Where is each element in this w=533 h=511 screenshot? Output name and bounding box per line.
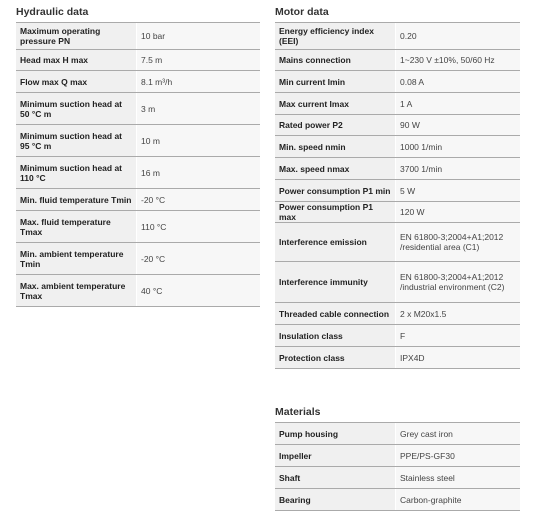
motor-row-value: EN 61800-3;2004+A1;2012 /industrial environment (C2) bbox=[396, 262, 520, 302]
hydraulic-row-value: 110 °C bbox=[137, 211, 260, 242]
hydraulic-row bbox=[16, 71, 260, 93]
hydraulic-row bbox=[16, 211, 260, 243]
hydraulic-title: Hydraulic data bbox=[16, 6, 89, 18]
motor-row-label: Threaded cable connection bbox=[275, 303, 396, 324]
hydraulic-row-label: Minimum suction head at 110 °C bbox=[16, 157, 137, 188]
motor-row-value: 0.20 bbox=[396, 23, 520, 49]
motor-row-label: Min current Imin bbox=[275, 71, 396, 92]
motor-row-value: 0.08 A bbox=[396, 71, 520, 92]
motor-row bbox=[275, 136, 520, 158]
motor-row-value: 5 W bbox=[396, 180, 520, 201]
hydraulic-row bbox=[16, 93, 260, 125]
motor-row-value: IPX4D bbox=[396, 347, 520, 368]
hydraulic-row-label: Max. ambient temperature Tmax bbox=[16, 275, 137, 306]
motor-row bbox=[275, 71, 520, 93]
motor-row-label: Energy efficiency index (EEI) bbox=[275, 23, 396, 49]
materials-table bbox=[275, 422, 520, 511]
hydraulic-row bbox=[16, 243, 260, 275]
materials-row-label: Pump housing bbox=[275, 423, 396, 444]
materials-row bbox=[275, 445, 520, 467]
hydraulic-row bbox=[16, 157, 260, 189]
hydraulic-row-value: 40 °C bbox=[137, 275, 260, 306]
hydraulic-row bbox=[16, 189, 260, 211]
motor-row-label: Min. speed nmin bbox=[275, 136, 396, 157]
motor-row-label: Rated power P2 bbox=[275, 115, 396, 135]
hydraulic-row bbox=[16, 50, 260, 71]
motor-row-value: 1000 1/min bbox=[396, 136, 520, 157]
hydraulic-row-label: Minimum suction head at 50 °C m bbox=[16, 93, 137, 124]
materials-row-value: Carbon-graphite bbox=[396, 489, 520, 510]
hydraulic-row bbox=[16, 275, 260, 307]
motor-row-label: Power consumption P1 min bbox=[275, 180, 396, 201]
materials-row bbox=[275, 467, 520, 489]
materials-row-label: Impeller bbox=[275, 445, 396, 466]
hydraulic-row-label: Flow max Q max bbox=[16, 71, 137, 92]
hydraulic-row-label: Min. fluid temperature Tmin bbox=[16, 189, 137, 210]
hydraulic-table bbox=[16, 22, 260, 307]
motor-row bbox=[275, 325, 520, 347]
hydraulic-section bbox=[16, 0, 260, 307]
hydraulic-row-value: 7.5 m bbox=[137, 50, 260, 70]
motor-row bbox=[275, 223, 520, 262]
hydraulic-row-value: -20 °C bbox=[137, 243, 260, 274]
motor-row-label: Mains connection bbox=[275, 50, 396, 70]
materials-row-value: PPE/PS-GF30 bbox=[396, 445, 520, 466]
hydraulic-row-value: 16 m bbox=[137, 157, 260, 188]
motor-row bbox=[275, 23, 520, 50]
materials-row-value: Grey cast iron bbox=[396, 423, 520, 444]
motor-row-value: 3700 1/min bbox=[396, 158, 520, 179]
hydraulic-row-value: 8.1 m³/h bbox=[137, 71, 260, 92]
hydraulic-row-label: Head max H max bbox=[16, 50, 137, 70]
motor-row-label: Max current Imax bbox=[275, 93, 396, 114]
motor-row-value: 2 x M20x1.5 bbox=[396, 303, 520, 324]
hydraulic-row bbox=[16, 23, 260, 50]
motor-row-label: Interference emission bbox=[275, 223, 396, 261]
motor-row-value: 90 W bbox=[396, 115, 520, 135]
motor-row-label: Protection class bbox=[275, 347, 396, 368]
motor-row-label: Insulation class bbox=[275, 325, 396, 346]
hydraulic-row-value: 10 bar bbox=[137, 23, 260, 49]
motor-row bbox=[275, 158, 520, 180]
hydraulic-row-label: Minimum suction head at 95 °C m bbox=[16, 125, 137, 156]
motor-row-value: EN 61800-3;2004+A1;2012 /residential area (C1) bbox=[396, 223, 520, 261]
motor-row bbox=[275, 202, 520, 223]
hydraulic-row-label: Maximum operating pressure PN bbox=[16, 23, 137, 49]
hydraulic-row-value: 10 m bbox=[137, 125, 260, 156]
motor-table bbox=[275, 22, 520, 369]
motor-row bbox=[275, 262, 520, 303]
motor-row bbox=[275, 347, 520, 369]
section-spacer bbox=[275, 369, 520, 400]
materials-title: Materials bbox=[275, 406, 321, 418]
motor-row bbox=[275, 50, 520, 71]
hydraulic-row-label: Max. fluid temperature Tmax bbox=[16, 211, 137, 242]
motor-row bbox=[275, 303, 520, 325]
materials-row bbox=[275, 423, 520, 445]
motor-row-value: F bbox=[396, 325, 520, 346]
motor-row bbox=[275, 115, 520, 136]
motor-row-value: 1 A bbox=[396, 93, 520, 114]
hydraulic-row-value: -20 °C bbox=[137, 189, 260, 210]
motor-row-label: Max. speed nmax bbox=[275, 158, 396, 179]
motor-row-label: Power consumption P1 max bbox=[275, 202, 396, 222]
motor-row-label: Interference immunity bbox=[275, 262, 396, 302]
hydraulic-row-label: Min. ambient temperature Tmin bbox=[16, 243, 137, 274]
hydraulic-row-value: 3 m bbox=[137, 93, 260, 124]
materials-row-value: Stainless steel bbox=[396, 467, 520, 488]
materials-row-label: Shaft bbox=[275, 467, 396, 488]
motor-title: Motor data bbox=[275, 6, 329, 18]
motor-row bbox=[275, 93, 520, 115]
motor-section bbox=[275, 0, 520, 511]
materials-row-label: Bearing bbox=[275, 489, 396, 510]
motor-row bbox=[275, 180, 520, 202]
hydraulic-row bbox=[16, 125, 260, 157]
motor-row-value: 1~230 V ±10%, 50/60 Hz bbox=[396, 50, 520, 70]
motor-row-value: 120 W bbox=[396, 202, 520, 222]
materials-row bbox=[275, 489, 520, 511]
